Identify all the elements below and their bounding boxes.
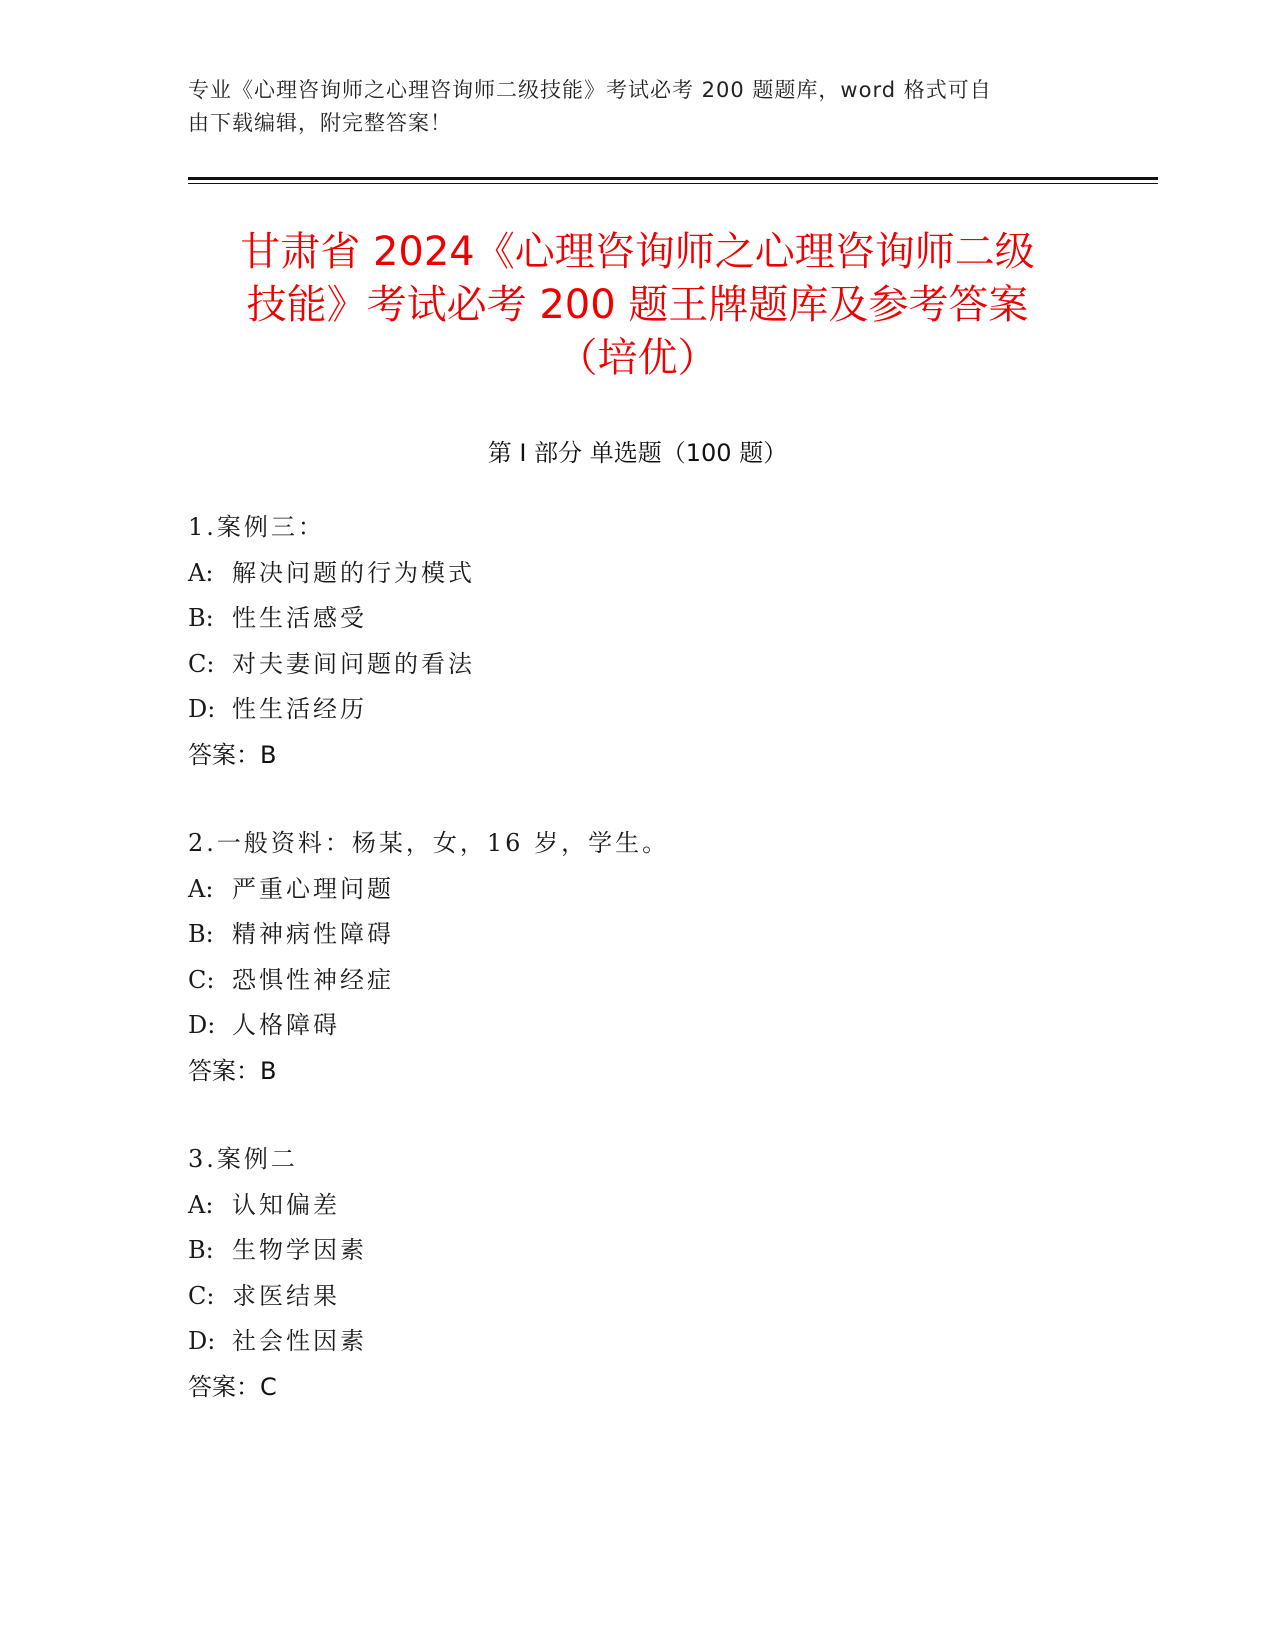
option-b	[188, 912, 1088, 958]
question-stem: 2.一般资料：杨某，女，16 岁，学生。	[188, 829, 670, 857]
option-text: 精神病性障碍	[232, 920, 394, 948]
section-heading: 第 I 部分 单选题（100 题）	[487, 439, 788, 467]
option-a	[188, 551, 1088, 597]
header-rule-thin	[188, 183, 1158, 184]
option-a	[188, 1183, 1088, 1229]
option-text: 生物学因素	[232, 1236, 367, 1264]
option-b	[188, 596, 1088, 642]
option-letter: C:	[188, 649, 215, 678]
option-letter: C:	[188, 1281, 215, 1310]
question-stem: 3.案例二	[188, 1145, 298, 1173]
document-title-line-1: 甘肃省 2024《心理咨询师之心理咨询师二级	[240, 229, 1035, 275]
question-stem: 1.案例三：	[188, 513, 325, 541]
option-text: 性生活感受	[232, 604, 367, 632]
document-title-line-2: 技能》考试必考 200 题王牌题库及参考答案	[246, 282, 1029, 328]
option-b	[188, 1228, 1088, 1274]
answer-line: 答案：B	[188, 1056, 277, 1085]
answer-line: 答案：C	[188, 1372, 277, 1401]
question-3	[188, 1137, 1088, 1410]
option-letter: D:	[188, 695, 216, 723]
option-text: 人格障碍	[232, 1011, 340, 1039]
option-text: 认知偏差	[232, 1190, 340, 1219]
answer-line: 答案：B	[188, 740, 277, 769]
header-note-line-2: 由下载编辑，附完整答案！	[188, 111, 452, 135]
option-letter: B:	[188, 920, 214, 948]
option-letter: B:	[188, 604, 214, 632]
header-rule-thick	[188, 177, 1158, 180]
option-text: 恐惧性神经症	[232, 965, 394, 994]
option-d	[188, 687, 1088, 733]
option-c	[188, 958, 1088, 1004]
option-letter: A:	[188, 874, 214, 903]
header-note	[188, 74, 1068, 140]
option-c	[188, 1274, 1088, 1320]
question-2	[188, 821, 1088, 1094]
option-a	[188, 867, 1088, 913]
option-text: 严重心理问题	[232, 874, 394, 903]
option-text: 性生活经历	[232, 695, 367, 723]
option-letter: D:	[188, 1011, 216, 1039]
option-d	[188, 1319, 1088, 1365]
option-d	[188, 1003, 1088, 1049]
option-c	[188, 642, 1088, 688]
option-letter: A:	[188, 558, 214, 587]
option-text: 社会性因素	[232, 1327, 367, 1355]
option-text: 对夫妻间问题的看法	[232, 649, 475, 678]
option-letter: B:	[188, 1236, 214, 1264]
option-letter: D:	[188, 1327, 216, 1355]
document-title-line-3: （培优）	[557, 335, 718, 381]
document-title	[150, 226, 1125, 385]
question-1	[188, 505, 1088, 778]
option-text: 解决问题的行为模式	[232, 558, 475, 587]
option-text: 求医结果	[232, 1281, 340, 1310]
option-letter: A:	[188, 1190, 214, 1219]
option-letter: C:	[188, 965, 215, 994]
header-note-line-1: 专业《心理咨询师之心理咨询师二级技能》考试必考 200 题题库，word 格式可自	[188, 78, 992, 102]
